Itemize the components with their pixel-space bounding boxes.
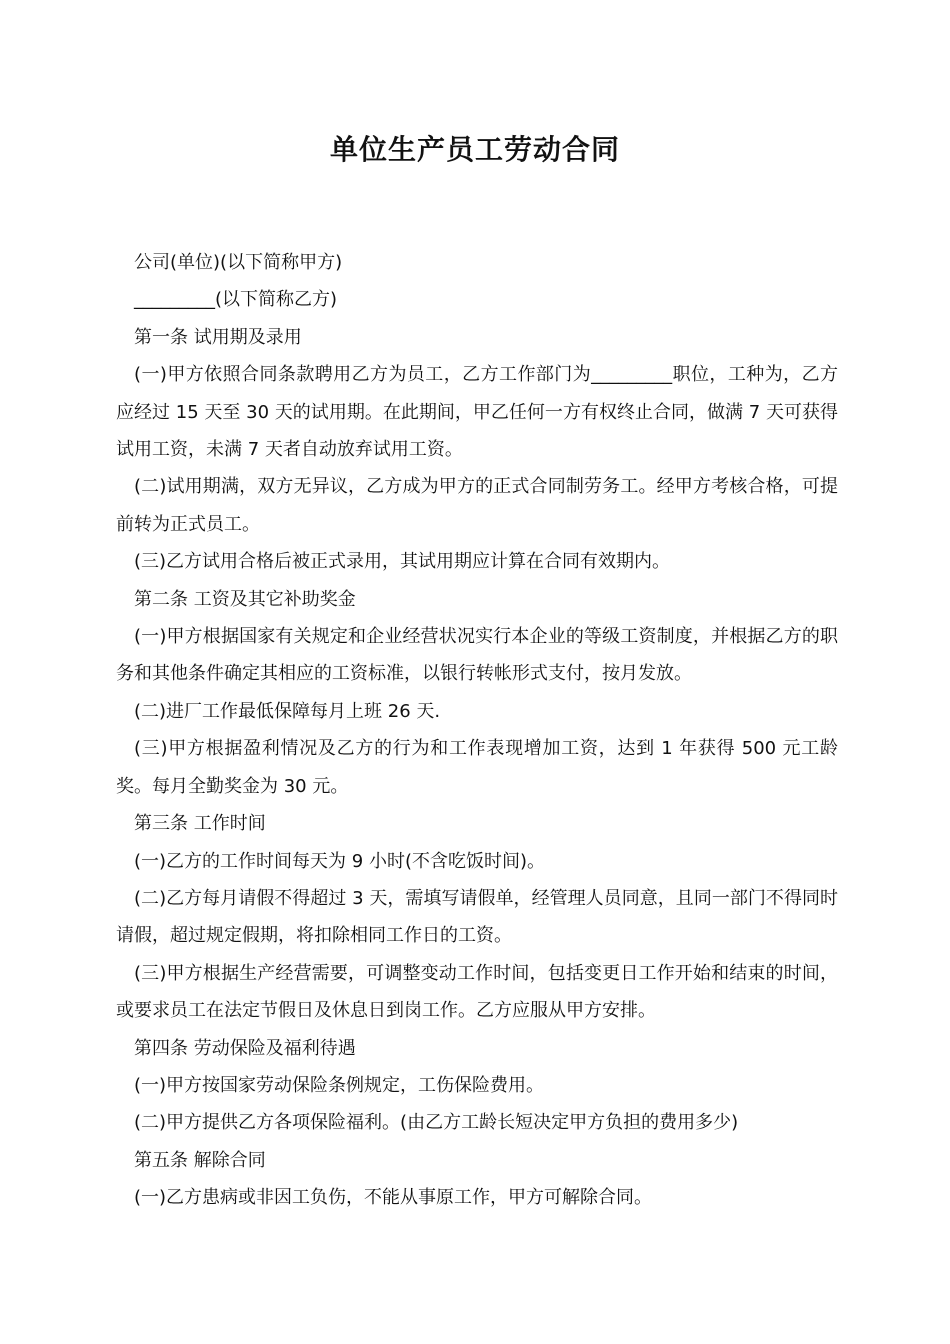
- article-2-heading: 第二条 工资及其它补助奖金: [134, 588, 356, 610]
- article-1-clause-1: (一)甲方依照合同条款聘用乙方为员工，乙方工作部门为_________职位，工种为，乙方应经过 15 天至 30 天的试用期。在此期间，甲乙任何一方有权终止合同，做满 7 天可获得试用工资，未满 7 天者自动放弃试用工资。: [116, 364, 838, 461]
- article-1-heading: 第一条 试用期及录用: [134, 326, 302, 348]
- article-3-clause-3: (三)甲方根据生产经营需要，可调整变动工作时间，包括变更日工作开始和结束的时间，或要求员工在法定节假日及休息日到岗工作。乙方应服从甲方安排。: [116, 962, 838, 1022]
- document-title: 单位生产员工劳动合同: [329, 133, 620, 166]
- article-4-clause-1: (一)甲方按国家劳动保险条例规定，工伤保险费用。: [134, 1074, 545, 1096]
- article-3-heading: 第三条 工作时间: [134, 813, 266, 835]
- article-4-heading: 第四条 劳动保险及福利待遇: [134, 1037, 356, 1059]
- article-5-heading: 第五条 解除合同: [134, 1149, 266, 1171]
- article-5-clause-1: (一)乙方患病或非因工负伤，不能从事原工作，甲方可解除合同。: [134, 1187, 653, 1209]
- article-4-clause-2: (二)甲方提供乙方各项保险福利。(由乙方工龄长短决定甲方负担的费用多少): [134, 1112, 739, 1134]
- article-1-clause-2: (二)试用期满，双方无异议，乙方成为甲方的正式合同制劳务工。经甲方考核合格，可提前转为正式员工。: [116, 476, 838, 535]
- article-1-clause-3: (三)乙方试用合格后被正式录用，其试用期应计算在合同有效期内。: [134, 551, 671, 573]
- article-3-clause-2: (二)乙方每月请假不得超过 3 天，需填写请假单，经管理人员同意，且同一部门不得同时请假，超过规定假期，将扣除相同工作日的工资。: [116, 887, 838, 947]
- party-b-line: _________(以下简称乙方): [134, 289, 338, 311]
- article-2-clause-1: (一)甲方根据国家有关规定和企业经营状况实行本企业的等级工资制度，并根据乙方的职务和其他条件确定其相应的工资标准，以银行转帐形式支付，按月发放。: [116, 626, 838, 685]
- article-2-clause-3: (三)甲方根据盈利情况及乙方的行为和工作表现增加工资，达到 1 年获得 500 元工龄奖。每月全勤奖金为 30 元。: [116, 738, 838, 797]
- article-3-clause-1: (一)乙方的工作时间每天为 9 小时(不含吃饭时间)。: [134, 850, 545, 872]
- party-a-line: 公司(单位)(以下简称甲方): [134, 252, 343, 273]
- document-body: [116, 244, 838, 1217]
- article-2-clause-2: (二)进厂工作最低保障每月上班 26 天.: [134, 700, 441, 722]
